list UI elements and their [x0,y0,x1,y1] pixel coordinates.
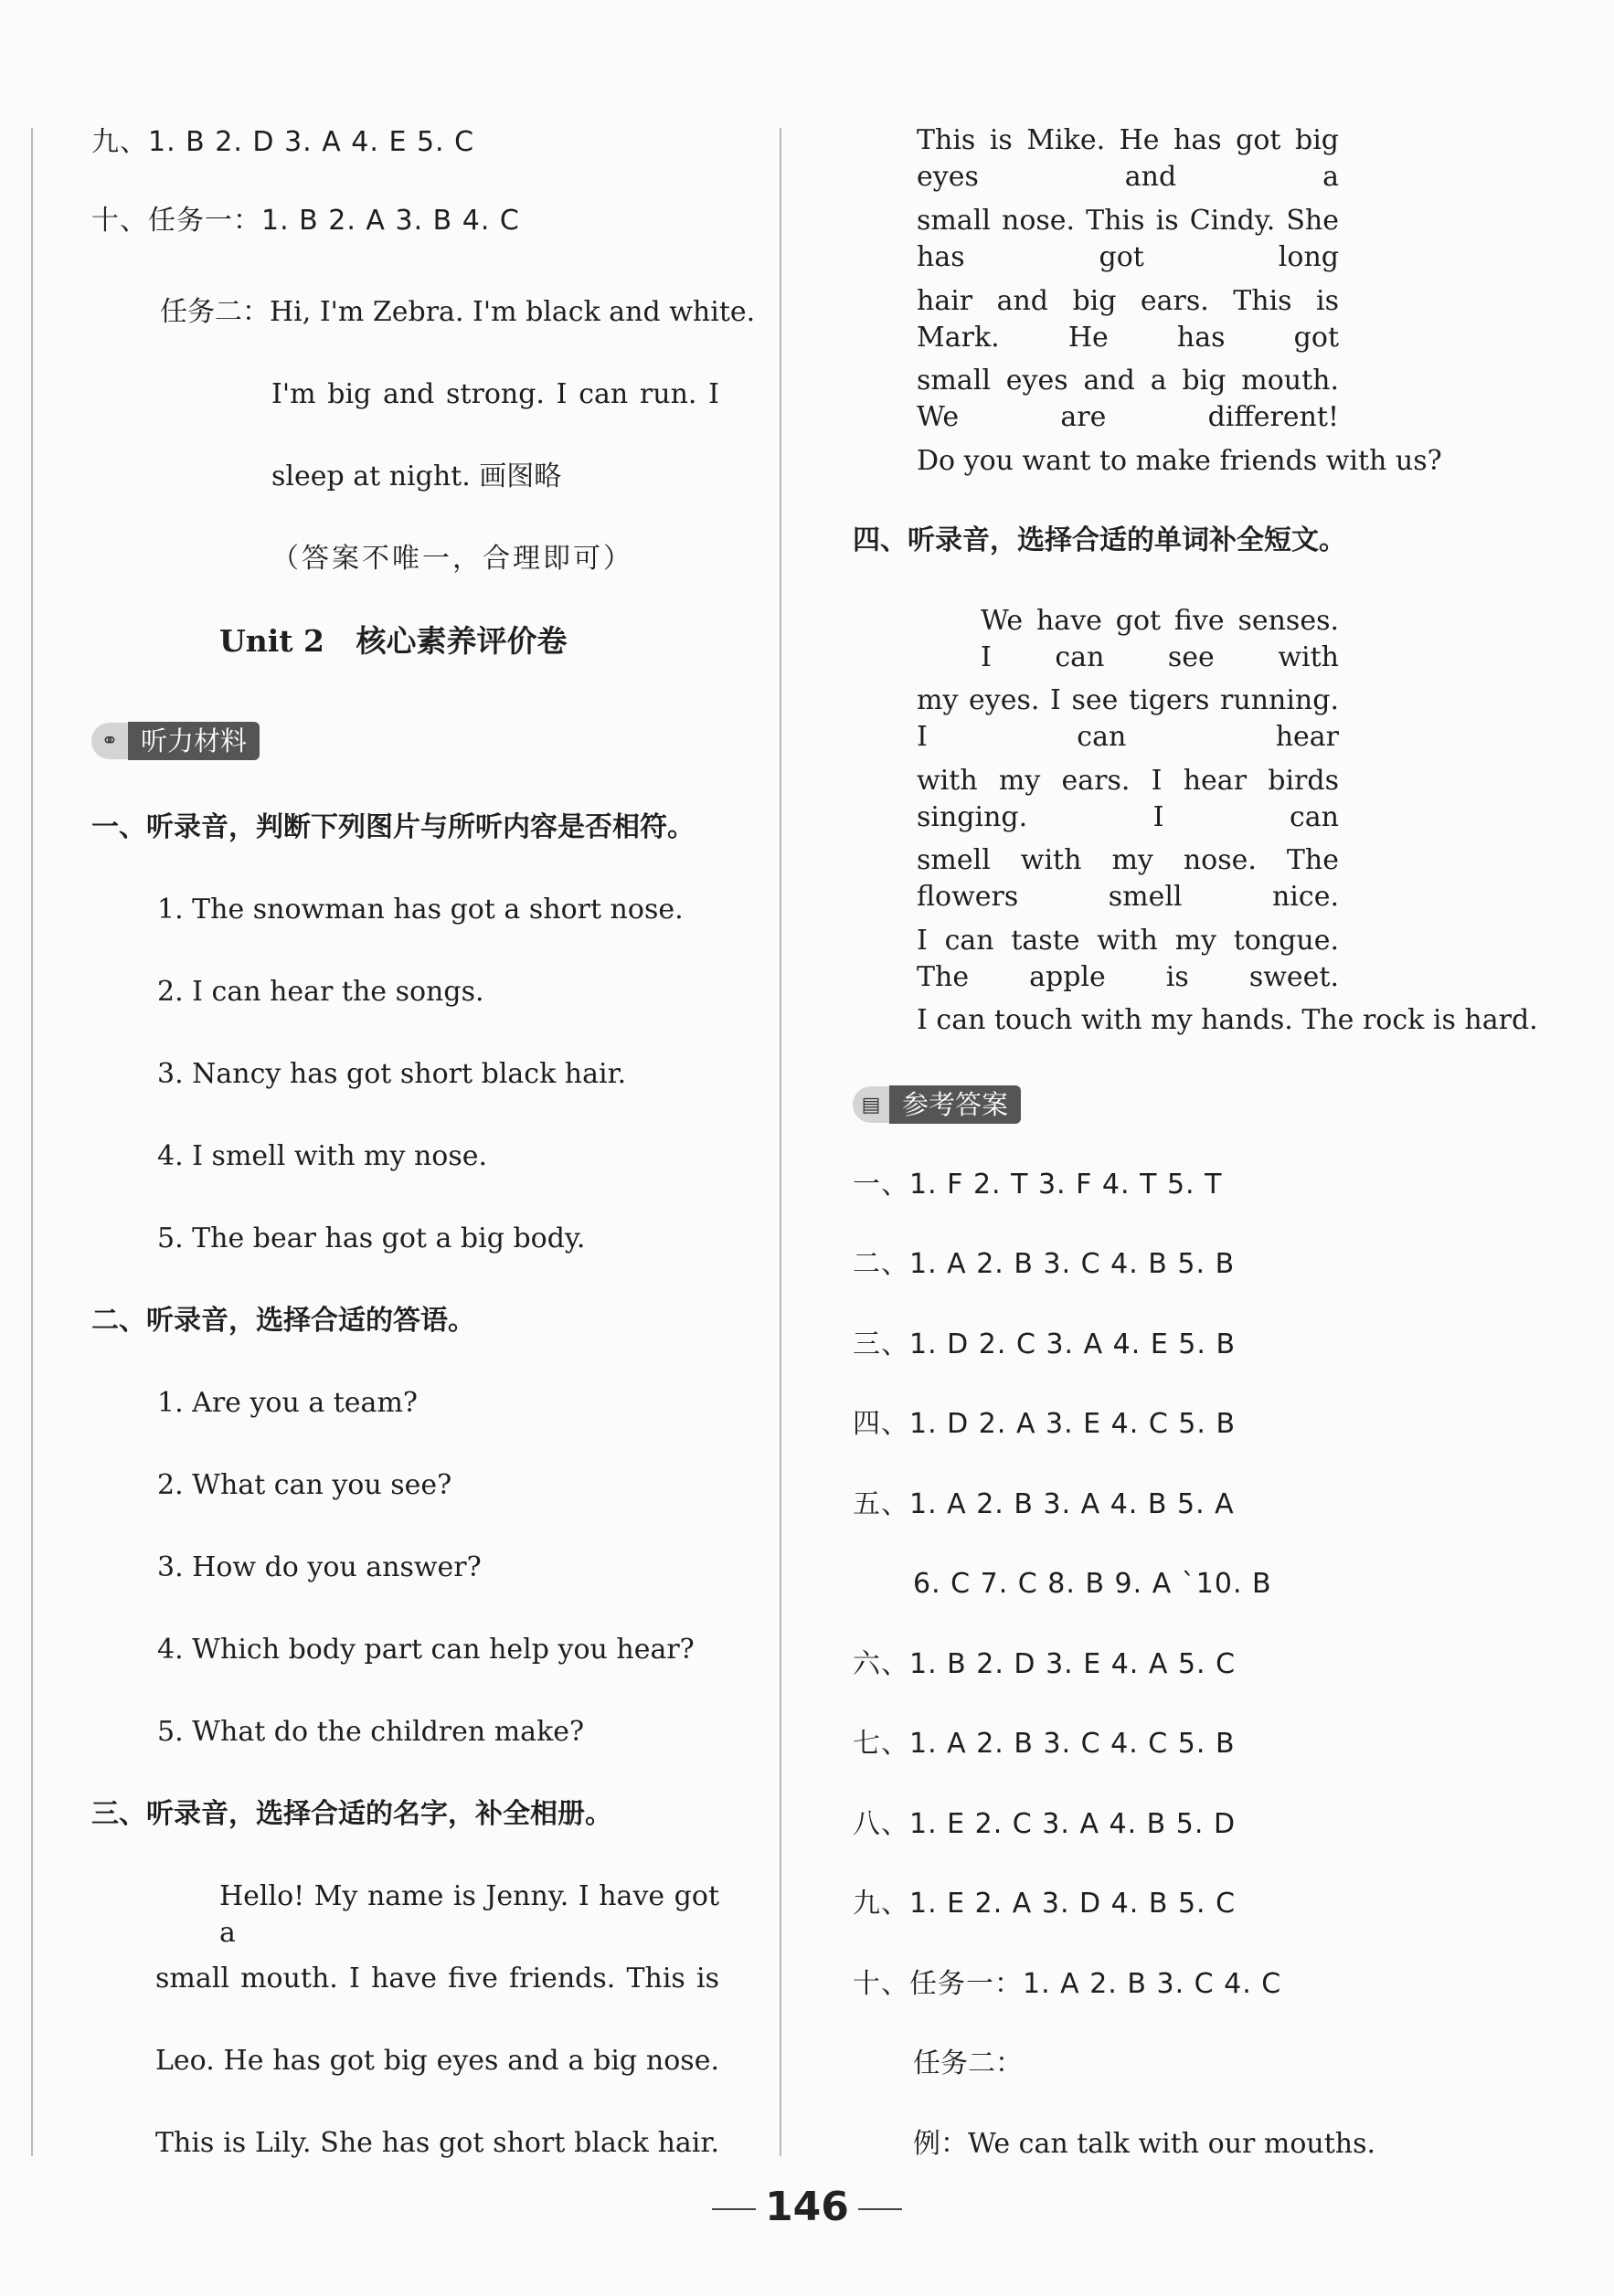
answer-line-3: 三、1. D 2. C 3. A 4. E 5. B [853,1328,1237,1360]
section-1-item: 3. Nancy has got short black hair. [157,1058,627,1090]
task2-line-1: 任务二：Hi, I'm Zebra. I'm black and white. [160,296,756,328]
section-4-heading: 四、听录音，选择合适的单词补全短文。 [853,524,1346,556]
passage-4-line: my eyes. I see tigers running. I can hear [917,684,1339,753]
passage-3-cont-line: This is Mike. He has got big eyes and a [917,124,1339,193]
answer-line-9: 九、1. E 2. A 3. D 4. B 5. C [853,1888,1237,1920]
section-2-item: 1. Are you a team? [157,1387,418,1419]
answer-line-6: 六、1. B 2. D 3. E 4. A 5. C [853,1648,1237,1680]
section-1-item: 1. The snowman has got a short nose. [157,894,684,926]
passage-3-line: This is Lily. She has got short black hair. [155,2127,719,2159]
passage-4-line: We have got five senses. I can see with [981,605,1339,673]
book-icon: ▤ [853,1086,889,1123]
page-number-text: 146 [765,2184,849,2230]
task2-line-3: sleep at night. 画图略 [271,460,562,492]
answer-line-2: 二、1. A 2. B 3. C 4. B 5. B [853,1248,1236,1280]
section-2-item: 4. Which body part can help you hear? [157,1634,695,1666]
passage-3-cont-line: small nose. This is Cindy. She has got long [917,205,1339,273]
passage-3-cont-line: hair and big ears. This is Mark. He has got [917,285,1339,354]
listening-material-tag [91,722,260,760]
section-1-item: 5. The bear has got a big body. [157,1222,586,1254]
tag-dotted-rule [1063,1106,1339,1144]
headphones-icon: ⚭ [91,723,128,759]
tag-dotted-rule [302,742,719,780]
passage-4-line: with my ears. I hear birds singing. I can [917,765,1339,833]
section-2-item: 5. What do the children make? [157,1716,585,1748]
answer-line-8: 八、1. E 2. C 3. A 4. B 5. D [853,1808,1237,1840]
page-number [0,2184,1614,2230]
left-margin-rule [31,128,33,2156]
passage-4-line: I can taste with my tongue. The apple is sweet. [917,925,1339,993]
tag-label: 听力材料 [128,722,260,760]
passage-4-line: I can touch with my hands. The rock is hard. [917,1004,1538,1036]
section-2-heading: 二、听录音，选择合适的答语。 [91,1305,475,1337]
task2-label: 任务二： [913,2047,1023,2079]
answer-line-4: 四、1. D 2. A 3. E 4. C 5. B [853,1408,1237,1440]
section-2-item: 3. How do you answer? [157,1551,482,1583]
answer-key-tag [853,1085,1021,1124]
passage-3-line: Leo. He has got big eyes and a big nose. [155,2045,719,2077]
page-number-dash-right [858,2208,902,2210]
section-2-item: 2. What can you see? [157,1469,452,1501]
section-1-item: 4. I smell with my nose. [157,1140,488,1172]
answer-line-10: 十、任务一：1. B 2. A 3. B 4. C [91,205,520,237]
section-1-item: 2. I can hear the songs. [157,976,484,1008]
tag-label: 参考答案 [889,1085,1021,1124]
passage-3-line: small mouth. I have five friends. This is [155,1963,719,1994]
page-number-dash-left [712,2208,756,2210]
task2-line-2: I'm big and strong. I can run. I [271,378,719,410]
answer-line-9: 九、1. B 2. D 3. A 4. E 5. C [91,126,475,158]
passage-3-cont-line: small eyes and a big mouth. We are different! [917,365,1339,433]
answer-line-5: 五、1. A 2. B 3. A 4. B 5. A [853,1488,1235,1520]
answer-note: （答案不唯一，合理即可） [271,543,633,575]
answer-line-5b: 6. C 7. C 8. B 9. A `10. B [913,1568,1272,1600]
answer-line-1: 一、1. F 2. T 3. F 4. T 5. T [853,1169,1223,1201]
unit-title: Unit 2 核心素养评价卷 [219,623,568,659]
column-divider [780,128,781,2156]
answer-line-10: 十、任务一：1. A 2. B 3. C 4. C [853,1968,1282,2000]
task2-example: 例：We can talk with our mouths. [913,2128,1376,2160]
section-1-heading: 一、听录音，判断下列图片与所听内容是否相符。 [91,811,695,843]
answer-line-7: 七、1. A 2. B 3. C 4. C 5. B [853,1728,1236,1760]
passage-3-cont-line: Do you want to make friends with us? [917,445,1442,477]
passage-4-line: smell with my nose. The flowers smell nice. [917,844,1339,913]
section-3-heading: 三、听录音，选择合适的名字，补全相册。 [91,1798,612,1830]
passage-3-line: Hello! My name is Jenny. I have got a [219,1880,719,1949]
